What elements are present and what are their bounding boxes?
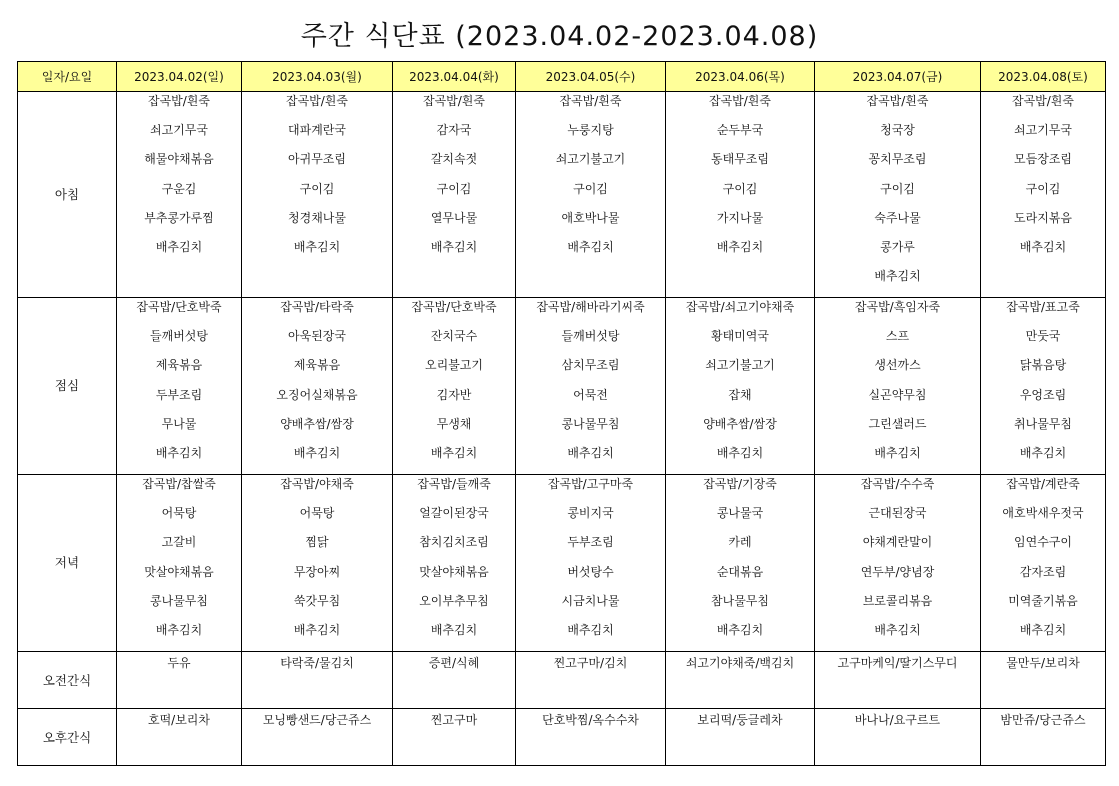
menu-cell	[815, 92, 981, 298]
day-header: 2023.04.08(토)	[981, 62, 1106, 92]
menu-cell	[242, 652, 393, 709]
menu-item: 배추김치	[293, 622, 341, 637]
menu-item: 고갈비	[161, 535, 197, 550]
menu-item: 콩나물무침	[150, 593, 208, 608]
menu-item: 순대볶음	[716, 564, 764, 579]
menu-item: 보리떡/둥글레차	[697, 713, 783, 727]
menu-item: 제육볶음	[155, 358, 203, 373]
menu-item: 배추김치	[155, 622, 203, 637]
menu-cell	[981, 298, 1106, 475]
menu-item: 취나물무침	[1014, 416, 1072, 431]
menu-item: 임연수구이	[1014, 535, 1072, 550]
menu-item: 고구마케익/딸기스무디	[837, 656, 958, 670]
breakfast-row	[18, 92, 1106, 298]
menu-item: 두부조림	[155, 387, 203, 402]
menu-item: 쇠고기무국	[150, 123, 208, 138]
menu-item: 잡곡밥/수수죽	[860, 477, 935, 491]
menu-cell	[393, 298, 516, 475]
meal-label: 점심	[18, 298, 117, 475]
menu-item: 생선까스	[874, 358, 921, 373]
morning-snack-row	[18, 652, 1106, 709]
menu-item: 누룽지탕	[567, 123, 614, 138]
menu-item: 두유	[167, 656, 191, 670]
menu-cell	[516, 709, 666, 766]
menu-item: 참치김치조림	[419, 535, 489, 550]
menu-item: 배추김치	[874, 622, 921, 637]
day-header: 2023.04.03(월)	[242, 62, 393, 92]
menu-item: 동태무조림	[711, 152, 769, 167]
menu-item: 청경채나물	[288, 210, 346, 225]
menu-item: 잡곡밥/단호박죽	[411, 300, 497, 314]
menu-item: 배추김치	[567, 239, 614, 254]
menu-item: 근대된장국	[868, 506, 927, 521]
menu-item: 순두부국	[716, 123, 764, 138]
menu-item: 무나물	[161, 416, 197, 431]
menu-cell	[393, 92, 516, 298]
menu-item: 잡곡밥/표고죽	[1006, 300, 1080, 314]
menu-item: 바나나/요구르트	[854, 713, 941, 727]
menu-item: 찜닭	[305, 535, 329, 550]
menu-cell	[242, 298, 393, 475]
menu-item: 맛살야채볶음	[419, 564, 489, 579]
menu-item: 잡곡밥/흰죽	[1011, 94, 1074, 108]
menu-item: 잡곡밥/흑임자죽	[854, 300, 941, 314]
menu-item: 찐고구마	[430, 713, 478, 727]
day-header: 2023.04.05(수)	[516, 62, 666, 92]
menu-item: 찐고구마/김치	[553, 656, 628, 670]
menu-item: 배추김치	[716, 239, 764, 254]
menu-cell	[666, 92, 815, 298]
menu-item: 닭볶음탕	[1019, 358, 1067, 373]
dinner-row	[18, 475, 1106, 652]
menu-item: 배추김치	[567, 622, 614, 637]
menu-cell	[242, 709, 393, 766]
menu-item: 배추김치	[1019, 622, 1067, 637]
afternoon-snack-row	[18, 709, 1106, 766]
menu-item: 배추김치	[155, 239, 203, 254]
menu-item: 제육볶음	[293, 358, 341, 373]
lunch-row	[18, 298, 1106, 475]
menu-item: 배추김치	[293, 445, 341, 460]
menu-item: 스프	[885, 329, 910, 344]
menu-item: 카레	[728, 535, 752, 550]
menu-cell	[516, 475, 666, 652]
menu-item: 두부조림	[567, 535, 614, 550]
menu-item: 아귀무조림	[288, 152, 346, 167]
menu-item: 잡곡밥/들깨죽	[417, 477, 491, 491]
menu-item: 오징어실채볶음	[276, 387, 358, 402]
menu-item: 들깨버섯탕	[150, 329, 208, 344]
menu-cell	[981, 709, 1106, 766]
menu-item: 잡채	[728, 387, 752, 402]
menu-cell	[815, 475, 981, 652]
menu-item: 들깨버섯탕	[561, 329, 620, 344]
menu-item: 잡곡밥/흰죽	[708, 94, 771, 108]
menu-cell	[815, 709, 981, 766]
menu-cell	[666, 298, 815, 475]
menu-cell	[981, 652, 1106, 709]
menu-item: 콩나물무침	[561, 416, 620, 431]
menu-item: 어묵탕	[299, 506, 335, 521]
menu-item: 양배추쌈/쌈장	[280, 416, 354, 431]
menu-item: 애호박나물	[561, 210, 620, 225]
menu-item: 구이김	[880, 181, 915, 196]
menu-cell	[981, 92, 1106, 298]
menu-item: 쑥갓무침	[293, 593, 341, 608]
meal-label: 저녁	[18, 475, 117, 652]
menu-item: 시금치나물	[561, 593, 620, 608]
day-header: 2023.04.02(일)	[117, 62, 242, 92]
menu-item: 구이김	[1025, 181, 1061, 196]
menu-item: 감자국	[436, 123, 472, 138]
menu-item: 배추김치	[1019, 445, 1067, 460]
menu-item: 구이김	[436, 181, 472, 196]
weekly-menu-table	[17, 61, 1106, 766]
menu-item: 쇠고기불고기	[705, 358, 775, 373]
menu-cell	[666, 475, 815, 652]
menu-item: 무생채	[436, 416, 472, 431]
menu-item: 양배추쌈/쌈장	[703, 416, 777, 431]
menu-cell	[516, 298, 666, 475]
menu-item: 실곤약무침	[868, 387, 927, 402]
menu-item: 연두부/양념장	[860, 564, 935, 579]
menu-item: 타락죽/물김치	[280, 656, 354, 670]
menu-item: 배추김치	[716, 622, 764, 637]
meal-label: 오전간식	[18, 652, 117, 709]
menu-item: 배추김치	[716, 445, 764, 460]
menu-item: 잡곡밥/단호박죽	[136, 300, 222, 314]
menu-item: 잡곡밥/흰죽	[285, 94, 348, 108]
menu-cell	[666, 709, 815, 766]
menu-cell	[242, 92, 393, 298]
menu-item: 쇠고기무국	[1014, 123, 1072, 138]
menu-item: 갈치속젓	[430, 152, 478, 167]
menu-item: 밤만쥬/당근쥬스	[1000, 713, 1086, 727]
menu-item: 무장아찌	[293, 564, 341, 579]
menu-item: 가지나물	[716, 210, 764, 225]
menu-item: 오이부추무침	[419, 593, 489, 608]
menu-item: 숙주나물	[874, 210, 921, 225]
menu-item: 콩나물국	[716, 506, 764, 521]
menu-item: 우엉조림	[1019, 387, 1067, 402]
menu-item: 감자조림	[1019, 564, 1067, 579]
menu-item: 잡곡밥/흰죽	[559, 94, 622, 108]
menu-item: 모닝빵샌드/당근쥬스	[262, 713, 372, 727]
menu-item: 잡곡밥/흰죽	[147, 94, 210, 108]
menu-cell	[242, 475, 393, 652]
menu-item: 구운김	[161, 181, 197, 196]
menu-item: 배추김치	[155, 445, 203, 460]
menu-cell	[666, 652, 815, 709]
menu-item: 김자반	[436, 387, 472, 402]
menu-cell	[393, 475, 516, 652]
day-header: 2023.04.06(목)	[666, 62, 815, 92]
menu-item: 만둣국	[1025, 329, 1061, 344]
menu-cell	[117, 709, 242, 766]
menu-cell	[516, 652, 666, 709]
menu-item: 잡곡밥/계란죽	[1006, 477, 1080, 491]
menu-item: 잡곡밥/야채죽	[280, 477, 354, 491]
menu-item: 얼갈이된장국	[419, 506, 489, 521]
menu-item: 잡곡밥/흰죽	[422, 94, 485, 108]
menu-item: 배추김치	[874, 269, 921, 284]
menu-item: 배추김치	[567, 445, 614, 460]
menu-item: 청국장	[880, 123, 915, 138]
menu-item: 꽁치무조림	[868, 152, 927, 167]
menu-item: 배추김치	[874, 445, 921, 460]
menu-item: 쇠고기불고기	[555, 152, 626, 167]
menu-item: 잡곡밥/해바라기씨죽	[536, 300, 645, 314]
menu-item: 오리불고기	[425, 358, 483, 373]
menu-cell	[117, 298, 242, 475]
menu-item: 맛살야채볶음	[144, 564, 214, 579]
menu-item: 황태미역국	[711, 329, 769, 344]
menu-item: 브로콜리볶음	[862, 593, 933, 608]
menu-item: 배추김치	[430, 239, 478, 254]
menu-item: 잔치국수	[430, 329, 478, 344]
menu-cell	[117, 92, 242, 298]
meal-label: 아침	[18, 92, 117, 298]
menu-cell	[981, 475, 1106, 652]
menu-item: 증편/식혜	[428, 656, 480, 670]
menu-item: 잡곡밥/흰죽	[866, 94, 929, 108]
menu-item: 구이김	[722, 181, 758, 196]
menu-item: 그린샐러드	[868, 416, 927, 431]
menu-item: 도라지볶음	[1014, 210, 1072, 225]
menu-item: 구이김	[299, 181, 335, 196]
menu-cell	[516, 92, 666, 298]
menu-item: 물만두/보리차	[1006, 656, 1080, 670]
menu-item: 참나물무침	[711, 593, 769, 608]
menu-item: 콩비지국	[567, 506, 614, 521]
menu-item: 잡곡밥/쇠고기야채죽	[685, 300, 795, 314]
menu-cell	[815, 652, 981, 709]
menu-item: 배추김치	[293, 239, 341, 254]
header-label: 일자/요일	[18, 62, 117, 92]
menu-item: 버섯탕수	[567, 564, 614, 579]
menu-item: 아욱된장국	[288, 329, 346, 344]
menu-item: 대파계란국	[288, 123, 346, 138]
page-title: 주간 식단표 (2023.04.02-2023.04.08)	[300, 21, 819, 52]
day-header: 2023.04.04(화)	[393, 62, 516, 92]
menu-item: 부추콩가루찜	[144, 210, 214, 225]
menu-item: 배추김치	[430, 445, 478, 460]
menu-cell	[117, 475, 242, 652]
menu-item: 잡곡밥/기장죽	[703, 477, 777, 491]
menu-cell	[117, 652, 242, 709]
menu-item: 잡곡밥/고구마죽	[547, 477, 634, 491]
menu-item: 미역줄기볶음	[1008, 593, 1078, 608]
menu-item: 잡곡밥/타락죽	[280, 300, 354, 314]
menu-item: 삼치무조림	[561, 358, 620, 373]
menu-item: 단호박찜/옥수수차	[542, 713, 639, 727]
day-header: 2023.04.07(금)	[815, 62, 981, 92]
menu-cell	[393, 652, 516, 709]
menu-item: 호떡/보리차	[147, 713, 210, 727]
menu-item: 모듬장조림	[1014, 152, 1072, 167]
menu-item: 해물야채볶음	[144, 152, 214, 167]
menu-item: 배추김치	[1019, 239, 1067, 254]
menu-cell	[815, 298, 981, 475]
menu-item: 애호박새우젓국	[1002, 506, 1084, 521]
menu-item: 어묵전	[573, 387, 608, 402]
menu-item: 콩가루	[880, 239, 915, 254]
menu-item: 구이김	[573, 181, 608, 196]
menu-item: 배추김치	[430, 622, 478, 637]
menu-item: 열무나물	[430, 210, 478, 225]
menu-item: 쇠고기야채죽/백김치	[685, 656, 795, 670]
menu-item: 야채계란말이	[862, 535, 933, 550]
meal-label: 오후간식	[18, 709, 117, 766]
menu-cell	[393, 709, 516, 766]
menu-item: 잡곡밥/찹쌀죽	[142, 477, 216, 491]
menu-item: 어묵탕	[161, 506, 197, 521]
